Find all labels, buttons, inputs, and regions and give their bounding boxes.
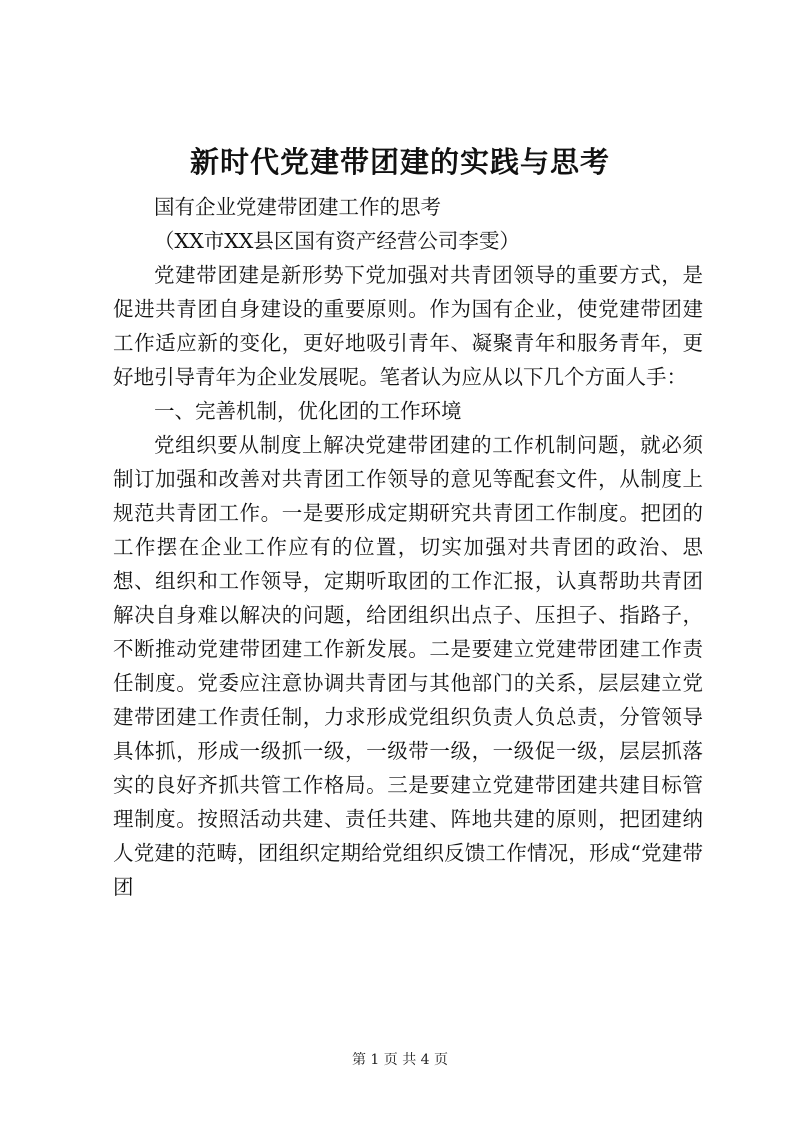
author-paragraph: （XX市XX县区国有资产经营公司李雯） (154, 229, 520, 253)
document-title: 新时代党建带团建的实践与思考 (189, 145, 610, 179)
section-paragraph: 党组织要从制度上解决党建带团建的工作机制问题，就必须制订加强和改善对共青团工作领导的意见等配套文件，从制度上规范共青团工作。一是要形成定期研究共青团工作制度。把团的工作摆在企业工作应有的位置，切实加强对共青团的政治、思想、组织和工作领导，定期听取团的工作汇报，认真帮助共青团解决自身难以解决的问题，给团组织出点子、压担子、指路子，不断推动党建带团建工作新发展。二是要建立党建带团建工作责任制度。党委应注意协调共青团与其他部门的关系，层层建立党建带团建工作责任制，力求形成党组织负责人负总责，分管领导具体抓，形成一级抓一级，一级带一级，一级促一级，层层抓落实的良好齐抓共管工作格局。三是要建立党建带团建共建目标管理制度。按照活动共建、责任共建、阵地共建的原则，把团建纳人党建的范畴，团组织定期给党组织反馈工作情况，形成“党建带团 (113, 433, 703, 899)
section-heading: 一、完善机制，优化团的工作环境 (154, 399, 462, 423)
page-footer: 第 1 页 共 4 页 (351, 1052, 449, 1068)
intro-paragraph: 党建带团建是新形势下党加强对共青团领导的重要方式，是促进共青团自身建设的重要原则。作为国有企业，使党建带团建工作适应新的变化，更好地吸引青年、凝聚青年和服务青年，更好地引导青年为企业发展呢。笔者认为应从以下几个方面人手： (113, 263, 703, 389)
subtitle-paragraph: 国有企业党建带团建工作的思考 (154, 195, 441, 219)
document-body (113, 190, 703, 904)
